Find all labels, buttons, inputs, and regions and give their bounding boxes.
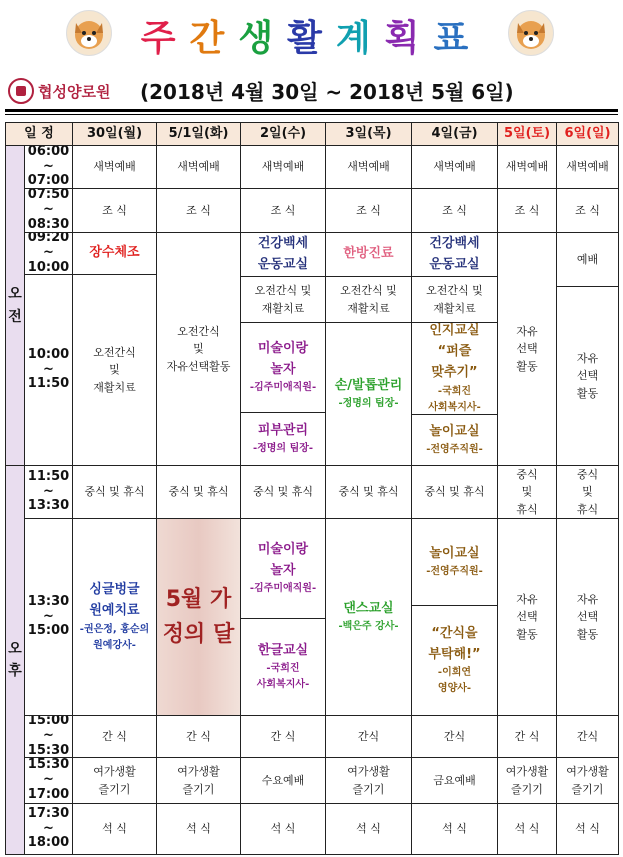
morning-snack-rehab [411,276,498,323]
activity-snack-request-instructor: -이희연 영양사- [437,667,472,695]
afternoon-snack [497,715,557,758]
time-slot-text: 11:50 ~ 13:30 [27,468,70,514]
morning-snack-rehab [325,276,412,323]
evening-activity-text: 여가생활 즐기기 [505,764,549,796]
free-activity-text: 자유 선택 활동 [576,351,599,400]
breakfast-text: 조 식 [575,203,600,217]
time-slot [24,188,73,233]
evening-activity-text: 여가생활 즐기기 [93,764,136,796]
period-pm [5,465,25,855]
period-pm-text: 오 후 [8,640,22,679]
breakfast [240,188,326,233]
activity-play-class-text: 놀이교실 [429,545,480,561]
afternoon-snack [556,715,619,758]
time-slot [24,145,73,189]
activity-nail-care-text: 손/발톱관리 [334,377,403,393]
evening-activity [72,757,157,804]
activity-snack-request [411,605,498,716]
header-day-text: 2일(수) [259,125,307,141]
morning-snack-free-text: 오전간식 및 자유선택활동 [166,324,231,373]
dawn-worship-text: 새벽예배 [505,160,549,174]
afternoon-snack [156,715,241,758]
time-slot [24,232,73,275]
activity-nail-care [325,322,412,466]
dinner-text: 석 식 [270,822,296,836]
evening-activity [240,757,326,804]
activity-art-class [240,322,326,413]
dawn-worship-text: 새벽예배 [433,160,476,174]
lunch-text: 중식 및 휴식 [424,485,485,499]
activity-dance-class-text: 댄스교실 [343,600,394,616]
activity-cognitive-puzzle-text: 인지교실 “퍼즐 맞추기” [429,323,480,380]
time-slot [24,274,73,466]
time-slot [24,803,73,855]
activity-dance-class-instructor: -백은주 강사- [338,621,399,633]
morning-snack-rehab-text: 오전간식 및 재활치료 [426,283,483,315]
lunch-text: 중식 및 휴식 [516,467,538,516]
afternoon-snack-text: 간 식 [186,729,211,743]
activity-play-class [411,414,498,466]
activity-korean-class-text: 한글교실 [257,642,309,658]
breakfast-text: 조 식 [442,203,467,217]
activity-fitness-class [240,232,326,277]
afternoon-snack-text: 간 식 [102,729,127,743]
activity-gardening-therapy-text: 싱글벙글 원예치료 [89,582,140,618]
activity-play-class-text: 놀이교실 [429,423,480,439]
morning-snack-rehab [72,274,157,466]
activity-gardening-therapy-instructor: -권은정, 홍순의 원예강사- [79,623,150,651]
lunch [240,465,326,519]
dinner [325,803,412,855]
activity-longevity-exercise-text: 장수체조 [89,245,140,261]
evening-activity-text: 수요예배 [261,773,305,787]
time-slot-text: 13:30 ~ 15:00 [27,593,70,639]
lunch [156,465,241,519]
evening-activity-text: 금요예배 [433,773,476,787]
dinner [72,803,157,855]
morning-snack-rehab-text: 오전간식 및 재활치료 [254,283,312,315]
lunch-text: 중식 및 휴식 [252,485,314,499]
free-activity-text: 자유 선택 활동 [576,592,599,641]
lunch [411,465,498,519]
activity-korean-class-instructor: -국희진 사회복지사- [256,663,310,691]
time-slot-text: 06:00 ~ 07:00 [27,145,70,189]
dawn-worship [240,145,326,189]
time-slot [24,715,73,758]
activity-play-class [411,518,498,606]
free-activity [556,518,619,716]
header-day-text: 5일(토) [503,125,551,141]
dawn-worship-text: 새벽예배 [566,160,609,174]
family-month-poster-text: 5월 가정의 달 [162,586,235,647]
breakfast-text: 조 식 [102,203,127,217]
title-char: 생 [238,18,288,59]
time-slot [24,465,73,519]
breakfast [411,188,498,233]
morning-snack-rehab [240,276,326,323]
activity-art-class [240,518,326,619]
breakfast [556,188,619,233]
free-activity-text: 자유 선택 활동 [516,324,538,373]
activity-skin-care [240,412,326,466]
activity-snack-request-text: “간식을 부탁해!” [428,625,481,662]
header-day-text: 4일(금) [431,125,478,141]
sunday-worship [556,232,619,287]
activity-cognitive-puzzle-instructor: -국희진 사회복지사- [428,385,481,413]
dawn-worship-text: 새벽예배 [261,160,305,174]
activity-korean-class [240,618,326,716]
header-day [325,122,412,146]
header-day [411,122,498,146]
free-activity [497,232,557,466]
lunch-text: 중식 및 휴식 [576,467,599,516]
activity-fitness-class [411,232,498,277]
morning-snack-rehab-text: 오전간식 및 재활치료 [93,345,136,394]
activity-oriental-medicine-text: 한방진료 [343,246,394,262]
header-day [72,122,157,146]
breakfast [72,188,157,233]
dawn-worship [156,145,241,189]
dawn-worship [325,145,412,189]
sunday-worship-text: 예배 [576,252,599,266]
header-day-text: 6일(일) [564,125,611,141]
activity-skin-care-text: 피부관리 [257,422,309,438]
afternoon-snack-text: 간식 [443,729,466,743]
title-char: 활 [287,18,336,59]
dinner-text: 석 식 [575,822,600,836]
header-day [240,122,326,146]
breakfast [325,188,412,233]
activity-fitness-class-text: 건강백세 운동교실 [257,235,309,272]
activity-cognitive-puzzle [411,322,498,415]
dawn-worship-text: 새벽예배 [177,160,220,174]
breakfast-text: 조 식 [186,203,211,217]
breakfast [497,188,557,233]
title-char: 계 [335,18,385,59]
time-slot-text: 09:20 ~ 10:00 [27,232,70,275]
header-time [5,122,73,146]
activity-nail-care-instructor: -정명의 팀장- [338,398,399,410]
evening-activity [325,757,412,804]
lunch-text: 중식 및 휴식 [338,485,399,499]
activity-skin-care-instructor: -정명의 팀장- [252,443,314,455]
afternoon-snack [325,715,412,758]
header-day [556,122,619,146]
header-day [156,122,241,146]
time-slot-text: 15:30 ~ 17:00 [27,757,70,802]
afternoon-snack-text: 간식 [357,729,380,743]
dinner [556,803,619,855]
dawn-worship [556,145,619,189]
dinner [497,803,557,855]
breakfast-text: 조 식 [356,203,381,217]
org-name-label: 협성양로원 [38,82,111,101]
header-day-text: 3일(목) [345,125,392,141]
dinner-text: 석 식 [514,822,540,836]
activity-oriental-medicine [325,232,412,277]
activity-fitness-class-text: 건강백세 운동교실 [429,235,480,272]
activity-longevity-exercise [72,232,157,275]
evening-activity [156,757,241,804]
lunch-text: 중식 및 휴식 [84,485,145,499]
dinner-text: 석 식 [442,822,467,836]
morning-snack-free [156,232,241,466]
title-char: 주 [140,18,190,59]
time-slot-text: 07:50 ~ 08:30 [27,188,70,232]
date-range: (2018년 4월 30일 ~ 2018년 5월 6일) [140,80,514,104]
free-activity [497,518,557,716]
free-activity-text: 자유 선택 활동 [516,592,538,641]
evening-activity-text: 여가생활 즐기기 [177,764,220,796]
afternoon-snack [240,715,326,758]
afternoon-snack-text: 간 식 [270,729,296,743]
activity-play-class-instructor: -전영주직원- [426,444,483,456]
morning-snack-rehab-text: 오전간식 및 재활치료 [340,283,397,315]
dawn-worship [72,145,157,189]
breakfast-text: 조 식 [270,203,296,217]
lunch [556,465,619,519]
lunch [497,465,557,519]
header-day [497,122,557,146]
header-time-text: 일 정 [24,125,54,141]
afternoon-snack-text: 간 식 [514,729,540,743]
time-slot [24,757,73,804]
header-day-text: 5/1일(화) [168,125,229,141]
dinner [240,803,326,855]
activity-art-class-text: 미술이랑 놀자 [257,340,309,377]
afternoon-snack [411,715,498,758]
evening-activity [556,757,619,804]
activity-gardening-therapy [72,518,157,716]
title-char: 획 [384,18,434,59]
dawn-worship [411,145,498,189]
afternoon-snack [72,715,157,758]
evening-activity-text: 여가생활 즐기기 [347,764,390,796]
activity-dance-class [325,518,412,716]
activity-play-class-instructor: -전영주직원- [426,566,483,578]
activity-art-class-instructor: -김주미애직원- [249,382,317,394]
dinner-text: 석 식 [102,822,127,836]
dawn-worship [497,145,557,189]
evening-activity [497,757,557,804]
family-month-poster [156,518,241,716]
lunch [325,465,412,519]
breakfast-text: 조 식 [514,203,540,217]
breakfast [156,188,241,233]
dawn-worship-text: 새벽예배 [347,160,390,174]
free-activity [556,286,619,466]
time-slot-text: 15:00 ~ 15:30 [27,715,70,758]
lunch [72,465,157,519]
dinner [156,803,241,855]
dinner [411,803,498,855]
dinner-text: 석 식 [356,822,381,836]
evening-activity-text: 여가생활 즐기기 [566,764,609,796]
lunch-text: 중식 및 휴식 [168,485,229,499]
afternoon-snack-text: 간식 [576,729,599,743]
activity-art-class-instructor: -김주미애직원- [249,583,317,595]
period-am-text: 오 전 [8,286,22,325]
dinner-text: 석 식 [186,822,211,836]
evening-activity [411,757,498,804]
title-char: 표 [433,18,483,59]
time-slot [24,518,73,716]
header-day-text: 30일(월) [86,125,143,141]
time-slot-text: 17:30 ~ 18:00 [27,805,70,851]
time-slot-text: 10:00 ~ 11:50 [27,346,70,392]
title-char: 간 [189,18,239,59]
activity-art-class-text: 미술이랑 놀자 [257,541,309,578]
dawn-worship-text: 새벽예배 [93,160,136,174]
period-am [5,145,25,466]
